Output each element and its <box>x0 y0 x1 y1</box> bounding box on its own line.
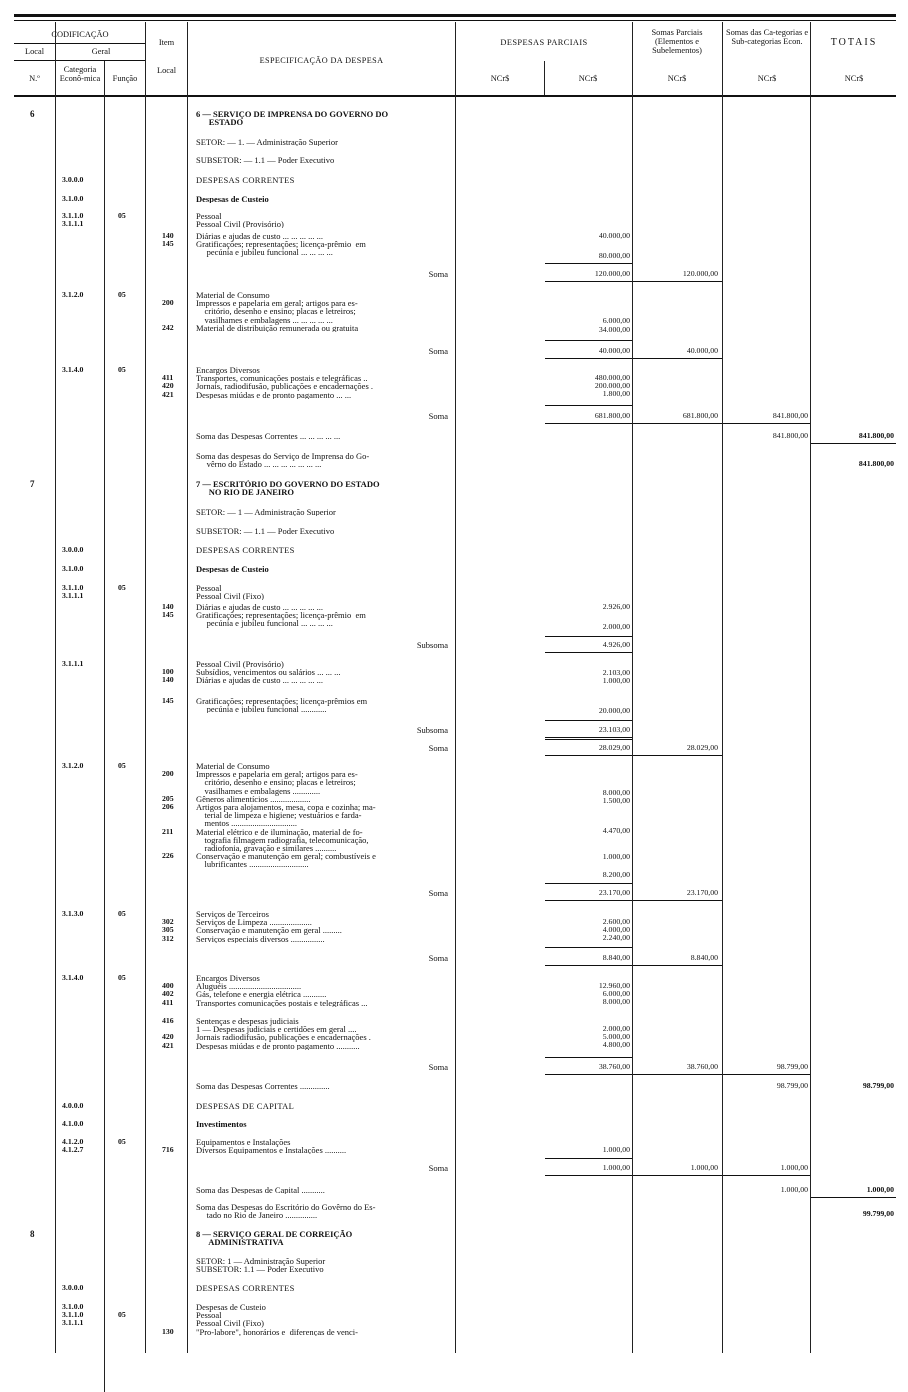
row-function: 05 <box>118 290 126 299</box>
sum-rule-somas <box>633 755 722 756</box>
header-mid-rule <box>14 60 146 61</box>
row-category-code: 3.1.4.0 <box>62 365 84 374</box>
value-despesa-parcial: 2.926,00 <box>602 602 630 611</box>
row-specification: Pessoal Civil (Provisório) Subsídios, vencimentos ou salários ... ... ... Diárias e ajudas de custo ... ... ... ... ... <box>196 660 341 685</box>
row-category-code: 4.1.0.0 <box>62 1119 84 1128</box>
row-specification: Gratificações; representações; licença-prêmios em pecúnia e jubileu funcional ............ <box>196 697 368 714</box>
row-function: 05 <box>118 365 126 374</box>
col-line-3 <box>145 22 146 1353</box>
value-despesa-parcial: 8.200,00 <box>602 870 630 879</box>
sum-rule-parcial <box>545 720 632 721</box>
value-despesa-parcial: 6.000,00 <box>602 316 630 325</box>
row-specification: Despesas de Custeio Pessoal Pessoal Civil (Fixo) "Pro-labore", honorários e diferenças de venci- <box>196 1303 358 1336</box>
row-category-code: 3.1.0.0 <box>62 564 84 573</box>
row-category-code: 3.1.1.0 3.1.1.1 <box>62 583 84 601</box>
row-item: 140 145 <box>162 602 174 620</box>
col-line-2 <box>104 61 105 1392</box>
hdr-local: Local <box>24 47 45 56</box>
row-item: 302 305 312 <box>162 917 174 943</box>
value-despesa-parcial: 4.000,00 <box>602 925 630 934</box>
sum-rule-categoria <box>723 1175 810 1176</box>
value-despesa-parcial: 80.000,00 <box>598 251 630 260</box>
value-despesa-parcial: 4.800,00 <box>602 1040 630 1049</box>
value-despesa-parcial: 1.800,00 <box>602 389 630 398</box>
sum-rule-parcial <box>545 1158 632 1159</box>
value-despesa-parcial: 8.840,00 <box>602 953 630 962</box>
row-specification: Encargos Diversos Transportes, comunicações postais e telegráficas .. Jornais, radiodifusão, publicações e encadernações . Despesas miúdas e de pronto pagamento ... ... <box>196 366 374 399</box>
hdr-item-local: Local <box>156 66 177 75</box>
value-despesa-parcial: 20.000,00 <box>598 706 630 715</box>
row-specification: 7 — ESCRITÓRIO DO GOVERNO DO ESTADO NO RIO DE JANEIRO <box>196 480 380 497</box>
value-despesa-parcial: 2.000,00 <box>602 622 630 631</box>
hdr-ncr-5: NCr$ <box>844 74 864 83</box>
row-soma-label: Soma <box>428 346 448 356</box>
value-soma-parcial: 1.000,00 <box>690 1163 718 1172</box>
sum-rule-parcial <box>545 1057 632 1058</box>
sum-rule-parcial-bottom <box>545 1074 632 1075</box>
row-soma-label: Subsoma <box>416 640 448 650</box>
sum-rule-parcial-bottom <box>545 900 632 901</box>
sum-rule-parcial-bottom <box>545 652 632 653</box>
hdr-somas-categorias: Somas das Ca-tegorias e Sub-categorias Econ. <box>725 28 809 46</box>
row-category-code: 3.1.0.0 <box>62 194 84 203</box>
value-soma-parcial: 8.840,00 <box>690 953 718 962</box>
row-item: 200 205 206 211 226 <box>162 769 174 861</box>
hdr-categoria: Categoria Econô-mica <box>59 65 101 83</box>
hdr-especificacao: ESPECIFICAÇÃO DA DESPESA <box>259 56 384 65</box>
row-specification: DESPESAS DE CAPITAL <box>196 1102 295 1111</box>
row-function: 05 <box>118 973 126 982</box>
value-total: 99.799,00 <box>862 1209 894 1218</box>
value-despesa-parcial: 1.000,00 <box>602 1145 630 1154</box>
sum-rule-somas <box>633 965 722 966</box>
row-item: 200 242 <box>162 298 174 332</box>
row-function: 05 <box>118 583 126 592</box>
row-specification: SETOR: — 1. — Administração Superior <box>196 138 338 147</box>
sum-rule-parcial <box>545 947 632 948</box>
row-category-code: 3.1.2.0 <box>62 290 84 299</box>
value-soma-parcial: 681.800,00 <box>682 411 718 420</box>
row-specification: Investimentos <box>196 1120 247 1129</box>
hdr-funcao: Função <box>112 74 138 83</box>
hdr-geral: Geral <box>91 47 111 56</box>
sum-rule-somas <box>633 900 722 901</box>
sum-rule-parcial <box>545 405 632 406</box>
row-specification: DESPESAS CORRENTES <box>196 176 295 185</box>
value-soma-categoria: 841.800,00 <box>772 411 808 420</box>
row-specification: SETOR: — 1 — Administração Superior <box>196 508 336 517</box>
col-line-7 <box>722 22 723 1353</box>
value-despesa-parcial: 40.000,00 <box>598 231 630 240</box>
value-despesa-parcial: 8.000,00 <box>602 997 630 1006</box>
row-category-code: 3.1.0.0 3.1.1.0 3.1.1.1 <box>62 1302 84 1328</box>
row-specification: DESPESAS CORRENTES <box>196 1284 295 1293</box>
value-despesa-parcial: 2.600,00 <box>602 917 630 926</box>
value-despesa-parcial: 2.103,00 <box>602 668 630 677</box>
sum-rule-parcial-bottom <box>545 423 632 424</box>
value-total: 841.800,00 <box>858 431 894 440</box>
row-specification: Pessoal Pessoal Civil (Fixo) <box>196 584 265 601</box>
row-specification: Material de Consumo Impressos e papelaria em geral; artigos para es- critório, desenho e ensino; placas e letreiros; vasilhames e embalagens ... ... ... ... ... Material de distribuição remunerada ou gratuita <box>196 291 359 333</box>
col-line-1 <box>55 22 56 1353</box>
row-specification: Soma das Despesas de Capital ........... <box>196 1186 325 1195</box>
sum-rule-parcial-bottom <box>545 755 632 756</box>
value-despesa-parcial: 23.170,00 <box>598 888 630 897</box>
value-soma-categoria: 841.800,00 <box>772 431 808 440</box>
value-soma-parcial: 38.760,00 <box>686 1062 718 1071</box>
value-despesa-parcial: 681.800,00 <box>594 411 630 420</box>
value-soma-categoria: 98.799,00 <box>776 1081 808 1090</box>
row-category-code: 3.1.3.0 <box>62 909 84 918</box>
value-despesa-parcial: 2.000,00 <box>602 1024 630 1033</box>
row-specification: Despesas de Custeio <box>196 565 269 574</box>
hdr-ncr-3: NCr$ <box>667 74 687 83</box>
row-specification: Material de Consumo Impressos e papelaria em geral; artigos para es- critório, desenho e ensino; placas e letreiros; vasilhames e embalagens ............. Gêneros alimentícios ................... Artigos para alojamentos, mesa, copa e cozinha; ma- terial de limpeza e higiene; vestuários e farda- mentos ............................... Material elétrico e de iluminação, material de fo- tografia filmagem radiografia, telecomunicação, radiofonia, gravação e similares .......... Conservação e manutenção em geral; combustíveis e lubrificantes ............................ <box>196 762 376 869</box>
row-category-code: 3.1.4.0 <box>62 973 84 982</box>
parcial-split-line <box>544 61 545 95</box>
value-despesa-parcial: 4.470,00 <box>602 826 630 835</box>
value-despesa-parcial: 6.000,00 <box>602 989 630 998</box>
sum-rule-parcial-bottom <box>545 358 632 359</box>
row-category-code: 3.1.2.0 <box>62 761 84 770</box>
hdr-ncr-4: NCr$ <box>757 74 777 83</box>
value-despesa-parcial: 8.000,00 <box>602 788 630 797</box>
row-specification: Soma das Despesas do Escritório do Govêrno do Es- tado no Rio de Janeiro ............... <box>196 1203 376 1220</box>
row-specification: Despesas de Custeio <box>196 195 269 204</box>
sum-rule-total <box>811 1197 896 1198</box>
sum-rule-categoria <box>723 423 810 424</box>
value-despesa-parcial: 480.000,00 <box>594 373 630 382</box>
hdr-somas-parciais: Somas Parciais (Elementos e Subelementos) <box>651 28 703 55</box>
row-item: 400 402 411 <box>162 981 174 1007</box>
value-despesa-parcial: 1.000,00 <box>602 676 630 685</box>
row-item: 416 420 421 <box>162 1016 174 1050</box>
hdr-totais: TOTAIS <box>830 37 878 48</box>
col-line-4 <box>187 22 188 1353</box>
hdr-codificacao: CODIFICAÇÃO <box>51 30 109 39</box>
row-category-code: 3.1.1.0 3.1.1.1 <box>62 211 84 229</box>
value-despesa-parcial: 34.000,00 <box>598 325 630 334</box>
row-category-code: 3.0.0.0 <box>62 1283 84 1292</box>
col-line-5 <box>455 22 456 1353</box>
row-category-code: 3.0.0.0 <box>62 545 84 554</box>
col-line-6 <box>632 22 633 1353</box>
sum-rule-somas <box>633 1175 722 1176</box>
row-specification: Sentenças e despesas judiciais 1 — Despesas judiciais e certidões em geral .... Jornais radiodifusão, publicações e encadernações . Despesas miúdas e de pronto pagamento ........... <box>196 1017 371 1050</box>
value-total: 98.799,00 <box>862 1081 894 1090</box>
sum-rule-parcial <box>545 636 632 637</box>
value-soma-categoria: 98.799,00 <box>776 1062 808 1071</box>
value-despesa-parcial: 2.240,00 <box>602 933 630 942</box>
sum-rule-parcial <box>545 263 632 264</box>
row-item: 130 <box>162 1326 174 1336</box>
value-despesa-parcial: 4.926,00 <box>602 640 630 649</box>
sum-rule-parcial <box>545 340 632 341</box>
row-soma-label: Soma <box>428 1062 448 1072</box>
sum-rule-somas <box>633 358 722 359</box>
row-category-code: 4.1.2.0 4.1.2.7 <box>62 1137 84 1155</box>
hdr-no: N.º <box>29 74 40 83</box>
header-sub-rule <box>14 43 146 44</box>
sum-rule-somas <box>633 281 722 282</box>
row-soma-label: Soma <box>428 411 448 421</box>
col-line-8 <box>810 22 811 1353</box>
value-despesa-parcial: 23.103,00 <box>598 725 630 734</box>
top-rule-thin <box>14 20 896 21</box>
hdr-despesas-parciais: DESPESAS PARCIAIS <box>500 38 588 47</box>
value-soma-parcial: 40.000,00 <box>686 346 718 355</box>
row-item: 145 <box>162 696 174 705</box>
row-soma-label: Soma <box>428 953 448 963</box>
sum-rule-categoria <box>723 1074 810 1075</box>
row-specification: Equipamentos e Instalações Diversos Equipamentos e Instalações .......... <box>196 1138 347 1155</box>
sum-rule-parcial-bottom <box>545 737 632 738</box>
row-specification: DESPESAS CORRENTES <box>196 546 295 555</box>
row-soma-label: Soma <box>428 888 448 898</box>
row-specification: 8 — SERVIÇO GERAL DE CORREIÇÃO ADMINISTRATIVA <box>196 1230 353 1247</box>
row-category-code: 3.0.0.0 <box>62 175 84 184</box>
row-specification: Diárias e ajudas de custo ... ... ... ... ... Gratificações; representações; licença-prêmio em pecúnia e jubileu funcional ... ... ... ... <box>196 603 366 628</box>
row-function: 05 <box>118 1310 126 1320</box>
row-specification: 6 — SERVIÇO DE IMPRENSA DO GOVERNO DO ESTADO <box>196 110 389 127</box>
sum-rule-parcial-bottom <box>545 1175 632 1176</box>
value-soma-parcial: 120.000,00 <box>682 269 718 278</box>
row-item: 411 420 421 <box>162 373 174 399</box>
hdr-ncr-1: NCr$ <box>490 74 510 83</box>
row-local: 8 <box>30 1229 35 1239</box>
row-soma-label: Soma <box>428 743 448 753</box>
sum-rule-somas <box>633 423 722 424</box>
value-despesa-parcial: 200.000,00 <box>594 381 630 390</box>
value-despesa-parcial: 1.500,00 <box>602 796 630 805</box>
row-item: 716 <box>162 1145 174 1155</box>
row-specification: Encargos Diversos Aluguéis .................................. Gás, telefone e energia elétrica ........... Transportes comunicações postais e telegráficas ... <box>196 974 368 1007</box>
value-despesa-parcial: 38.760,00 <box>598 1062 630 1071</box>
value-despesa-parcial: 1.000,00 <box>602 852 630 861</box>
row-specification: Serviços de Terceiros Serviços de Limpeza .................... Conservação e manutenção em geral ......... Serviços especiais diversos ................ <box>196 910 342 943</box>
row-specification: Pessoal Pessoal Civil (Provisório) <box>196 212 284 229</box>
value-total: 1.000,00 <box>866 1185 894 1194</box>
row-specification: Soma das Despesas Correntes .............. <box>196 1082 330 1091</box>
value-soma-parcial: 28.029,00 <box>686 743 718 752</box>
sum-rule-parcial <box>545 883 632 884</box>
hdr-ncr-2: NCr$ <box>578 74 598 83</box>
row-local: 7 <box>30 479 35 489</box>
row-soma-label: Subsoma <box>416 725 448 735</box>
row-soma-label: Soma <box>428 1163 448 1173</box>
value-despesa-parcial: 1.000,00 <box>602 1163 630 1172</box>
value-despesa-parcial: 40.000,00 <box>598 346 630 355</box>
sum-rule-parcial-bottom <box>545 281 632 282</box>
value-soma-parcial: 23.170,00 <box>686 888 718 897</box>
hdr-item: Item <box>158 38 175 47</box>
row-function: 05 <box>118 211 126 220</box>
row-specification: SETOR: 1 — Administração Superior SUBSETOR: 1.1 — Poder Executivo <box>196 1257 326 1274</box>
value-despesa-parcial: 5.000,00 <box>602 1032 630 1041</box>
row-soma-label: Soma <box>428 269 448 279</box>
value-despesa-parcial: 12.960,00 <box>598 981 630 990</box>
row-function: 05 <box>118 1137 126 1146</box>
row-local: 6 <box>30 109 35 119</box>
row-category-code: 3.1.1.1 <box>62 659 84 668</box>
row-specification: SUBSETOR: — 1.1 — Poder Executivo <box>196 527 335 536</box>
sum-rule-somas <box>633 1074 722 1075</box>
sum-rule-parcial-bottom <box>545 965 632 966</box>
value-total: 841.800,00 <box>858 459 894 468</box>
row-specification: Soma das despesas do Serviço de Imprensa do Go- vêrno do Estado ... ... ... ... ... ... ... <box>196 452 370 469</box>
row-specification: SUBSETOR: — 1.1 — Poder Executivo <box>196 156 335 165</box>
row-function: 05 <box>118 761 126 770</box>
top-rule-thick <box>14 14 896 17</box>
row-specification: Soma das Despesas Correntes ... ... ... ... ... <box>196 432 341 441</box>
row-category-code: 4.0.0.0 <box>62 1101 84 1110</box>
value-soma-categoria: 1.000,00 <box>780 1163 808 1172</box>
row-item: 140 145 <box>162 231 174 249</box>
value-despesa-parcial: 120.000,00 <box>594 269 630 278</box>
sum-rule-total <box>811 443 896 444</box>
row-specification: Diárias e ajudas de custo ... ... ... ... ... Gratificações; representações; licença-prêmio em pecúnia e jubileu funcional ... ... ... ... <box>196 232 366 257</box>
row-item: 100 140 <box>162 667 174 685</box>
sum-rule-parcial <box>545 739 632 740</box>
value-soma-categoria: 1.000,00 <box>780 1185 808 1194</box>
value-despesa-parcial: 28.029,00 <box>598 743 630 752</box>
row-function: 05 <box>118 909 126 918</box>
